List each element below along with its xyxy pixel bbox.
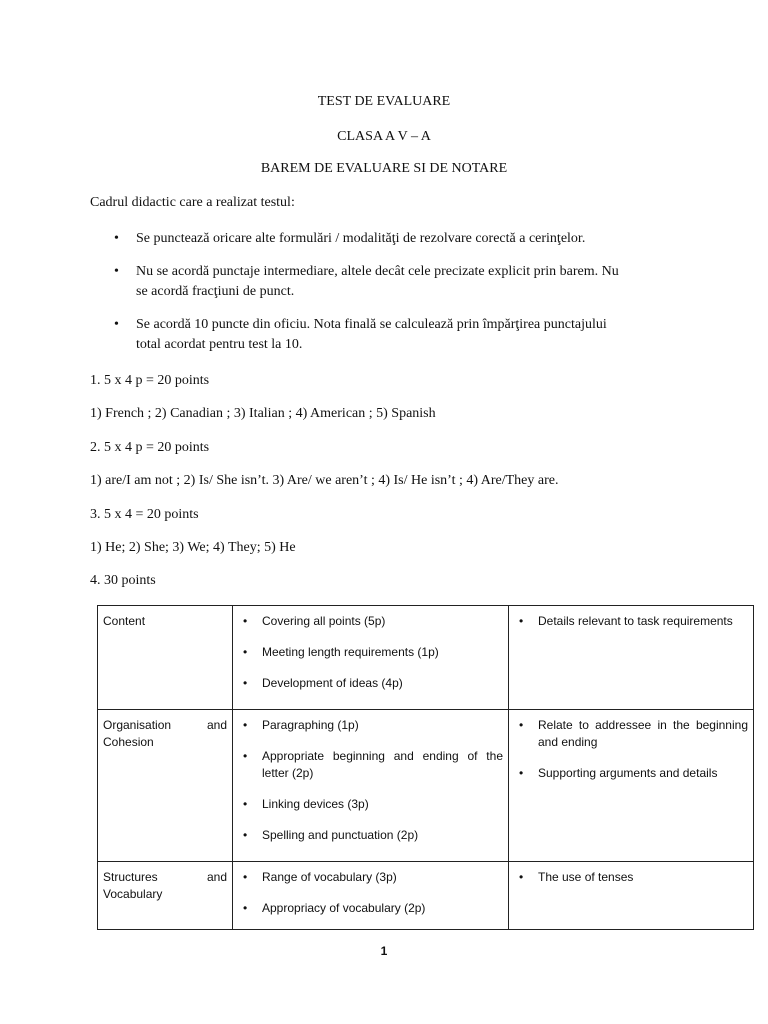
notes-cell [509,606,754,710]
criterion-label: Content [103,614,146,628]
scoring-item: • Linking devices (3p) [238,796,503,813]
criterion-cell [98,606,233,710]
teacher-line: Cadrul didactic care a realizat testul: [90,195,295,210]
rule-item: • Nu se acordă punctaje intermediare, altele decât cele precizate explicit prin barem. Nu se acordă fracţiuni de punct. [112,262,632,302]
criterion-label: Structures and Vocabulary [103,870,227,901]
note-item: • Relate to addressee in the beginning and ending [514,717,748,751]
scoring-item: • Appropriacy of vocabulary (2p) [238,900,503,917]
exercise-1-answer: 1) French ; 2) Canadian ; 3) Italian ; 4) American ; 5) Spanish [90,406,436,421]
rubric-table [97,605,754,930]
exercise-3-heading: 3. 5 x 4 = 20 points [90,507,199,522]
scoring-item: • Appropriate beginning and ending of the letter (2p) [238,748,503,782]
criterion-label: Organisation and Cohesion [103,718,227,749]
note-item: • The use of tenses [514,869,748,886]
rules-list [112,229,632,368]
exercise-4-heading: 4. 30 points [90,573,156,588]
scoring-item: • Spelling and punctuation (2p) [238,827,503,844]
exercise-2-answer: 1) are/I am not ; 2) Is/ She isn’t. 3) Are/ we aren’t ; 4) Is/ He isn’t ; 4) Are/They are. [90,473,559,488]
scoring-item: • Paragraphing (1p) [238,717,503,734]
exercise-1-heading: 1. 5 x 4 p = 20 points [90,373,210,388]
scoring-item: • Meeting length requirements (1p) [238,644,503,661]
doc-class: CLASA A V – A [337,129,431,144]
table-row [98,710,754,862]
scoring-cell [233,710,509,862]
page-number: 1 [380,944,388,958]
doc-subtitle: BAREM DE EVALUARE SI DE NOTARE [260,161,508,176]
exercise-2-heading: 2. 5 x 4 p = 20 points [90,440,210,455]
doc-title: TEST DE EVALUARE [317,94,451,109]
notes-cell [509,710,754,862]
scoring-item: • Covering all points (5p) [238,613,503,630]
rule-item: • Se acordă 10 puncte din oficiu. Nota finală se calculează prin împărţirea punctajului total acordat pentru test la 10. [112,315,632,355]
scoring-cell [233,606,509,710]
criterion-cell [98,710,233,862]
scoring-item: • Range of vocabulary (3p) [238,869,503,886]
table-row [98,862,754,930]
table-row [98,606,754,710]
notes-cell [509,862,754,930]
exercise-3-answer: 1) He; 2) She; 3) We; 4) They; 5) He [90,540,296,555]
scoring-cell [233,862,509,930]
note-item: • Details relevant to task requirements [514,613,748,630]
scoring-item: • Development of ideas (4p) [238,675,503,692]
rule-item: • Se punctează oricare alte formulări / modalităţi de rezolvare corectă a cerinţelor. [112,229,632,249]
note-item: • Supporting arguments and details [514,765,748,782]
criterion-cell [98,862,233,930]
